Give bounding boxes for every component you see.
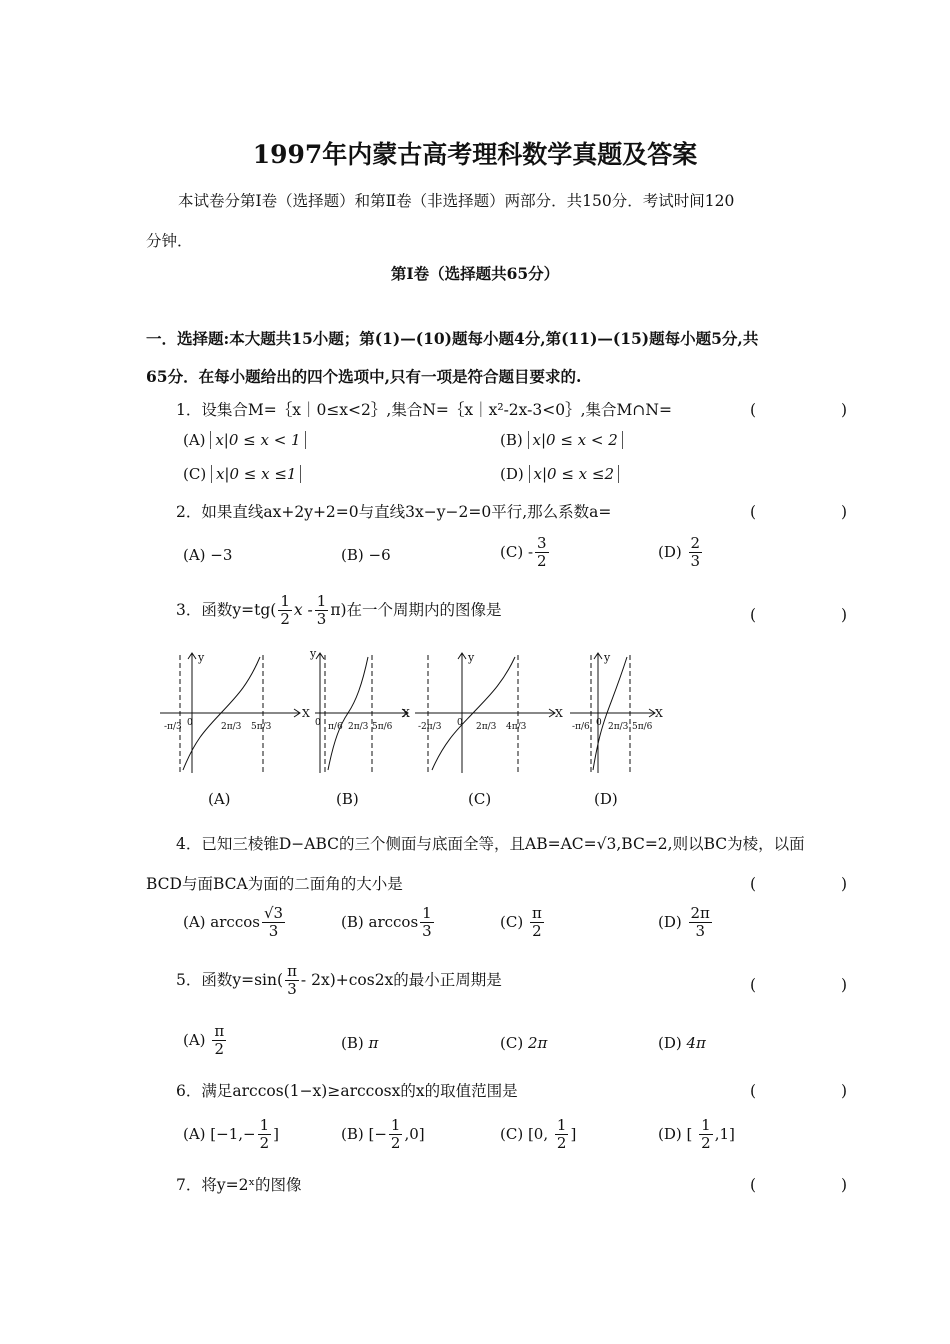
tick-label: 0 xyxy=(187,718,193,728)
fraction: $\frac{\pi}{2}$ xyxy=(214,1022,225,1059)
option-label: (A) xyxy=(183,431,206,449)
tick-label: -2π/3 xyxy=(418,722,442,732)
fraction: $\frac{\pi}{3}$ xyxy=(287,962,297,999)
graph-d xyxy=(570,653,655,775)
option-label: (D) [ xyxy=(658,1124,693,1143)
graph-label-a: (A) xyxy=(208,790,231,808)
tick-label: 2π/3 xyxy=(348,722,369,732)
answer-bracket: ( ) xyxy=(750,1082,866,1100)
fraction: $\frac{1}{3}$ xyxy=(316,592,327,629)
option-label: (D) xyxy=(658,542,682,561)
option-label: (A) arccos xyxy=(183,912,260,931)
fraction: $\frac{1}{2}$ xyxy=(259,1116,270,1153)
fraction: $\frac{2\pi}{3}$ xyxy=(690,904,710,941)
answer-bracket: ( ) xyxy=(750,503,866,521)
question-2-stem: 2．如果直线ax+2y+2=0与直线3x−y−2=0平行,那么系数a= xyxy=(176,503,612,521)
option-label: (C) xyxy=(183,465,207,483)
graph-c xyxy=(415,653,555,775)
option-value: 4π xyxy=(686,1034,706,1052)
fraction: $\frac{1}{2}$ xyxy=(390,1116,401,1153)
option-label: (B) arccos xyxy=(341,912,419,931)
tick-label: 5π/6 xyxy=(372,722,393,732)
question-6-stem: 6．满足arccos(1−x)≥arccosx的x的取值范围是 xyxy=(176,1082,518,1100)
axis-y-label: y xyxy=(604,651,611,664)
option-set: x|0 ≤ x ≤1 xyxy=(211,465,302,483)
option-a: (A) −3 xyxy=(183,546,233,564)
option-label: (C) [0, xyxy=(500,1124,549,1143)
option-label: (A) xyxy=(183,1030,206,1049)
section-instructions: 一．选择题:本大题共15小题；第(1)—(10)题每小题4分,第(11)—(15)题每小题5分,共 xyxy=(146,329,759,348)
fraction: $\frac{3}{2}$ xyxy=(537,534,547,571)
tick-label: 4π/3 xyxy=(506,722,527,732)
intro-text-cont: 分钟． xyxy=(146,232,193,250)
fraction: $\frac{1}{2}$ xyxy=(556,1116,567,1153)
tick-label: 2π/3 xyxy=(476,722,497,732)
graph-label-d: (D) xyxy=(594,790,618,808)
axis-x-label: X xyxy=(302,707,310,720)
axis-y-label: y xyxy=(198,651,205,664)
tick-label: 0 xyxy=(596,718,602,728)
option-set: x|0 ≤ x < 2 xyxy=(528,431,623,449)
answer-bracket: ( ) xyxy=(750,875,866,893)
tick-label: 2π/3 xyxy=(221,722,242,732)
option-label: (C) xyxy=(500,912,524,931)
tick-label: -π/3 xyxy=(164,722,182,732)
option-value: 2π xyxy=(527,1034,548,1052)
tick-label: 0 xyxy=(315,718,321,728)
option-set: x|0 ≤ x < 1 xyxy=(210,431,305,449)
page-title: 1997年内蒙古高考理科数学真题及答案 xyxy=(252,140,698,169)
option-label: (C) xyxy=(500,1034,524,1052)
tick-label: π/6 xyxy=(328,722,343,732)
tick-label: 2π/3 xyxy=(608,722,629,732)
fraction: $\frac{√3}{3}$ xyxy=(263,904,284,941)
fraction: $\frac{1}{3}$ xyxy=(422,904,432,941)
answer-bracket: ( ) xyxy=(750,976,866,994)
graph-a xyxy=(160,653,300,775)
axis-x-label: X xyxy=(555,707,563,720)
tick-label: 5π/3 xyxy=(251,722,272,732)
graph-label-c: (C) xyxy=(468,790,492,808)
option-value: π xyxy=(368,1034,379,1052)
question-5-stem: 5．函数y=sin( xyxy=(176,970,284,989)
intro-text: 本试卷分第Ⅰ卷（选择题）和第Ⅱ卷（非选择题）两部分．共150分．考试时间120 xyxy=(178,192,735,210)
tick-label: 0 xyxy=(457,718,463,728)
fraction: $\frac{1}{2}$ xyxy=(701,1116,711,1153)
axis-y-label: y xyxy=(310,647,317,660)
option-b: (B) −6 xyxy=(341,546,391,564)
fraction: $\frac{1}{2}$ xyxy=(280,592,290,629)
option-label: (D) xyxy=(658,912,682,931)
axis-x-label: X xyxy=(655,707,663,720)
question-4-stem: 4．已知三棱锥D−ABC的三个侧面与底面全等，且AB=AC=√3,BC=2,则以BC为棱，以面 xyxy=(176,835,805,853)
part-heading: 第Ⅰ卷（选择题共65分） xyxy=(390,264,560,283)
option-label: (C) - xyxy=(500,542,534,561)
fraction: $\frac{2}{3}$ xyxy=(690,534,701,571)
answer-bracket: ( ) xyxy=(750,401,866,419)
question-5-stem-end: - 2x)+cos2x的最小正周期是 xyxy=(300,970,502,989)
section-instructions-cont: 65分．在每小题给出的四个选项中,只有一项是符合题目要求的. xyxy=(146,367,582,386)
option-set: x|0 ≤ x ≤2 xyxy=(529,465,620,483)
question-1-stem: 1．设集合M=｛x｜0≤x<2｝,集合N=｛x｜x²-2x-3<0｝,集合M∩N= xyxy=(176,401,672,419)
axis-x-label: X xyxy=(402,707,410,720)
question-7-stem: 7．将y=2ˣ的图像 xyxy=(176,1176,302,1194)
option-label: (D) xyxy=(658,1034,682,1052)
expr: x - xyxy=(293,600,313,619)
question-4-stem-cont: BCD与面BCA为面的二面角的大小是 xyxy=(146,875,403,893)
graph-b xyxy=(315,653,408,775)
option-label: (A) [−1,− xyxy=(183,1124,256,1143)
option-label: (B) [− xyxy=(341,1124,387,1143)
axis-y-label: y xyxy=(468,651,475,664)
tick-label: 5π/6 xyxy=(632,722,653,732)
question-3-stem-end: π)在一个周期内的图像是 xyxy=(330,600,502,619)
tangent-graphs xyxy=(150,645,670,820)
graph-label-b: (B) xyxy=(336,790,359,808)
tick-label: -π/6 xyxy=(572,722,590,732)
option-label: (D) xyxy=(500,465,524,483)
question-3-stem: 3．函数y=tg( xyxy=(176,600,277,619)
fraction: $\frac{\pi}{2}$ xyxy=(531,904,542,941)
option-label: (B) xyxy=(341,1034,364,1052)
answer-bracket: ( ) xyxy=(750,606,866,624)
option-label: (B) xyxy=(500,431,523,449)
answer-bracket: ( ) xyxy=(750,1176,866,1194)
